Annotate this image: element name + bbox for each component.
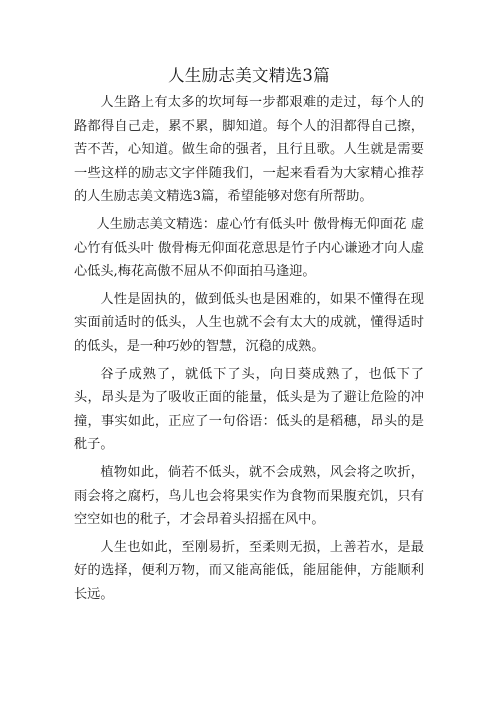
paragraph-grain: 谷子成熟了，就低下了头，向日葵成熟了，也低下了头，昂头是为了吸收正面的能量，低头是为了避让危险的冲撞，事实如此，正应了一句俗语：低头的是稻穗，昂头的是秕子。 — [74, 366, 424, 453]
paragraph-intro: 人生路上有太多的坎坷每一步都艰难的走过，每个人的路都得自己走，累不累，脚知道。每个人的泪都得自己擦，苦不苦，心知道。做生命的强者，且行且歌。人生就是需要一些这样的励志文字伴随我们，一起来看看为大家精心推荐的人生励志美文精选3篇，希望能够对您有所帮助。 — [74, 95, 424, 205]
document-title: 人生励志美文精选3篇 — [168, 66, 330, 85]
paragraph-life: 人生也如此，至刚易折，至柔则无损，上善若水，是最好的选择，便利万物，而又能高能低，能屈能伸，方能顺利长远。 — [74, 539, 424, 602]
document-body — [74, 64, 424, 610]
paragraph-plants: 植物如此，倘若不低头，就不会成熟，风会将之吹折，雨会将之腐朽，鸟儿也会将果实作为食物而果腹充饥，只有空空如也的秕子，才会昂着头招摇在风中。 — [74, 464, 424, 528]
paragraph-human-nature: 人性是固执的，做到低头也是困难的，如果不懂得在现实面前适时的低头，人生也就不会有太大的成就，懂得适时的低头，是一种巧妙的智慧，沉稳的成熟。 — [74, 291, 424, 354]
paragraph-bamboo-plum: 人生励志美文精选：虚心竹有低头叶 傲骨梅无仰面花 虚心竹有低头叶 傲骨梅无仰面花意思是竹子内心谦逊才向人虚心低头,梅花高傲不屈从不仰面拍马逢迎。 — [74, 216, 424, 280]
